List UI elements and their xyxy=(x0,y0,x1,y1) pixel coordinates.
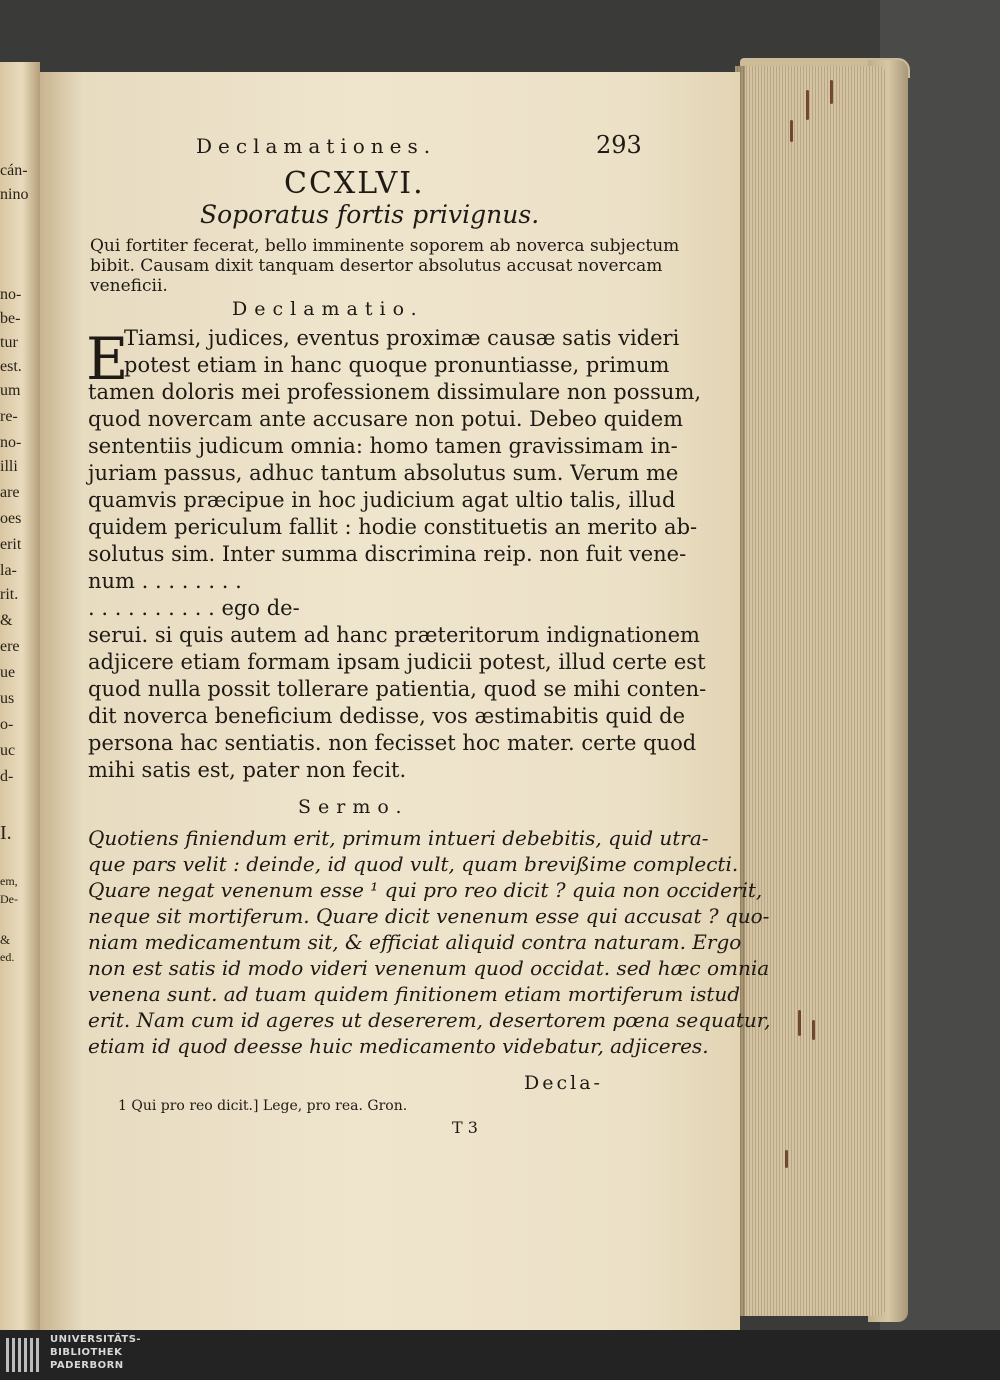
sermo-line: niam medicamentum sit, & efficiat aliquid contra naturam. Ergo xyxy=(88,930,742,954)
drop-cap-initial: E xyxy=(86,325,129,393)
footnote: 1 Qui pro reo dicit.] Lege, pro rea. Gron. xyxy=(118,1098,408,1114)
body-line: num . . . . . . . . xyxy=(88,569,242,593)
margin-fragment: em, xyxy=(0,874,18,888)
margin-fragment: um xyxy=(0,382,21,399)
margin-fragment: uc xyxy=(0,742,16,759)
margin-fragment: la- xyxy=(0,562,17,579)
body-line: quod novercam ante accusare non potui. Debeo quidem xyxy=(88,407,684,431)
body-line: Tiamsi, judices, eventus proximæ causæ satis videri xyxy=(124,326,680,350)
body-line: quod nulla possit tollerare patientia, quod se mihi conten- xyxy=(88,677,707,701)
margin-fragment: erit xyxy=(0,536,22,553)
body-line: quamvis præcipue in hoc judicium agat ultio talis, illud xyxy=(88,488,676,512)
body-line: solutus sim. Inter summa discrimina reip. non fuit vene- xyxy=(88,542,687,566)
sermo-line: etiam id quod deesse huic medicamento videbatur, adjiceres. xyxy=(88,1034,709,1058)
margin-fragment: est. xyxy=(0,358,22,375)
section-heading-declamatio: Declamatio. xyxy=(232,298,424,320)
section-heading-sermo: Sermo. xyxy=(298,796,409,818)
catchword: Decla- xyxy=(524,1072,603,1094)
foxing-spot xyxy=(812,1020,815,1040)
margin-fragment: De- xyxy=(0,892,18,906)
foxing-spot xyxy=(785,1150,788,1168)
margin-fragment: o- xyxy=(0,716,14,733)
running-title: Declamationes. xyxy=(196,134,437,158)
margin-fragment: be- xyxy=(0,310,21,327)
sermo-line: erit. Nam cum id ageres ut desererem, desertorem pœna sequatur, xyxy=(88,1008,771,1032)
body-line: adjicere etiam formam ipsam judicii potest, illud certe est xyxy=(88,650,706,674)
library-name-line: BIBLIOTHEK xyxy=(50,1347,123,1358)
page-number: 293 xyxy=(596,131,642,159)
body-line: . . . . . . . . . . ego de- xyxy=(88,596,300,620)
sermo-line: neque sit mortiferum. Quare dicit venenum esse qui accusat ? quo- xyxy=(88,904,770,928)
sermo-line: venena sunt. ad tuam quidem finitionem etiam mortiferum istud xyxy=(88,982,741,1006)
margin-fragment: cán- xyxy=(0,162,28,179)
body-line: potest etiam in hanc quoque pronuntiasse, primum xyxy=(124,353,670,377)
margin-fragment: & xyxy=(0,612,13,629)
library-footer xyxy=(0,1330,1000,1380)
body-line: mihi satis est, pater non fecit. xyxy=(88,758,407,782)
sermo-line: Quare negat venenum esse ¹ qui pro reo dicit ? quia non occiderit, xyxy=(88,878,763,902)
margin-fragment: no- xyxy=(0,434,22,451)
margin-fragment: ed. xyxy=(0,950,15,964)
body-line: quidem periculum fallit : hodie constituetis an merito ab- xyxy=(88,515,698,539)
foxing-spot xyxy=(830,80,833,104)
body-line: juriam passus, adhuc tantum absolutus sum. Verum me xyxy=(88,461,679,485)
margin-fragment: are xyxy=(0,484,20,501)
foxing-spot xyxy=(790,120,793,142)
signature-mark: T 3 xyxy=(452,1118,478,1137)
margin-fragment: & xyxy=(0,932,11,947)
margin-fragment: no- xyxy=(0,286,22,303)
body-line: persona hac sentiatis. non fecisset hoc mater. certe quod xyxy=(88,731,697,755)
page-edges xyxy=(735,66,885,1316)
margin-fragment: ue xyxy=(0,664,16,681)
margin-fragment: oes xyxy=(0,510,22,527)
argument-line: bibit. Causam dixit tanquam desertor absolutus accusat novercam xyxy=(90,256,663,276)
library-logo-icon xyxy=(6,1338,44,1372)
margin-fragment: re- xyxy=(0,408,18,425)
sermo-line: Quotiens finiendum erit, primum intueri debebitis, quid utra- xyxy=(88,826,709,850)
margin-fragment: us xyxy=(0,690,15,707)
library-name-line: PADERBORN xyxy=(50,1360,124,1371)
sermo-line: non est satis id modo videri venenum quod occidat. sed hæc omnia xyxy=(88,956,770,980)
margin-fragment: illi xyxy=(0,458,18,475)
margin-fragment: nino xyxy=(0,186,29,203)
body-line: tamen doloris mei professionem dissimulare non possum, xyxy=(88,380,702,404)
sermo-line: que pars velit : deinde, id quod vult, quam brevißime complecti. xyxy=(88,852,739,876)
argument-line: veneficii. xyxy=(90,276,168,296)
margin-fragment: I. xyxy=(0,822,12,844)
body-line: dit noverca beneficium dedisse, vos æstimabitis quid de xyxy=(88,704,686,728)
body-line: serui. si quis autem ad hanc præteritorum indignationem xyxy=(88,623,700,647)
argument-line: Qui fortiter fecerat, bello imminente soporem ab noverca subjectum xyxy=(90,236,680,256)
foxing-spot xyxy=(798,1010,801,1036)
library-name-line: UNIVERSITÄTS- xyxy=(50,1334,142,1345)
margin-fragment: tur xyxy=(0,334,18,351)
declamation-number: CCXLVI. xyxy=(284,166,425,201)
margin-fragment: ere xyxy=(0,638,20,655)
facing-page-left xyxy=(0,62,40,1330)
body-line: sententiis judicum omnia: homo tamen gravissimam in- xyxy=(88,434,678,458)
foxing-spot xyxy=(806,90,809,120)
margin-fragment: rit. xyxy=(0,586,19,603)
declamation-title: Soporatus fortis privignus. xyxy=(200,200,540,229)
margin-fragment: d- xyxy=(0,768,14,785)
